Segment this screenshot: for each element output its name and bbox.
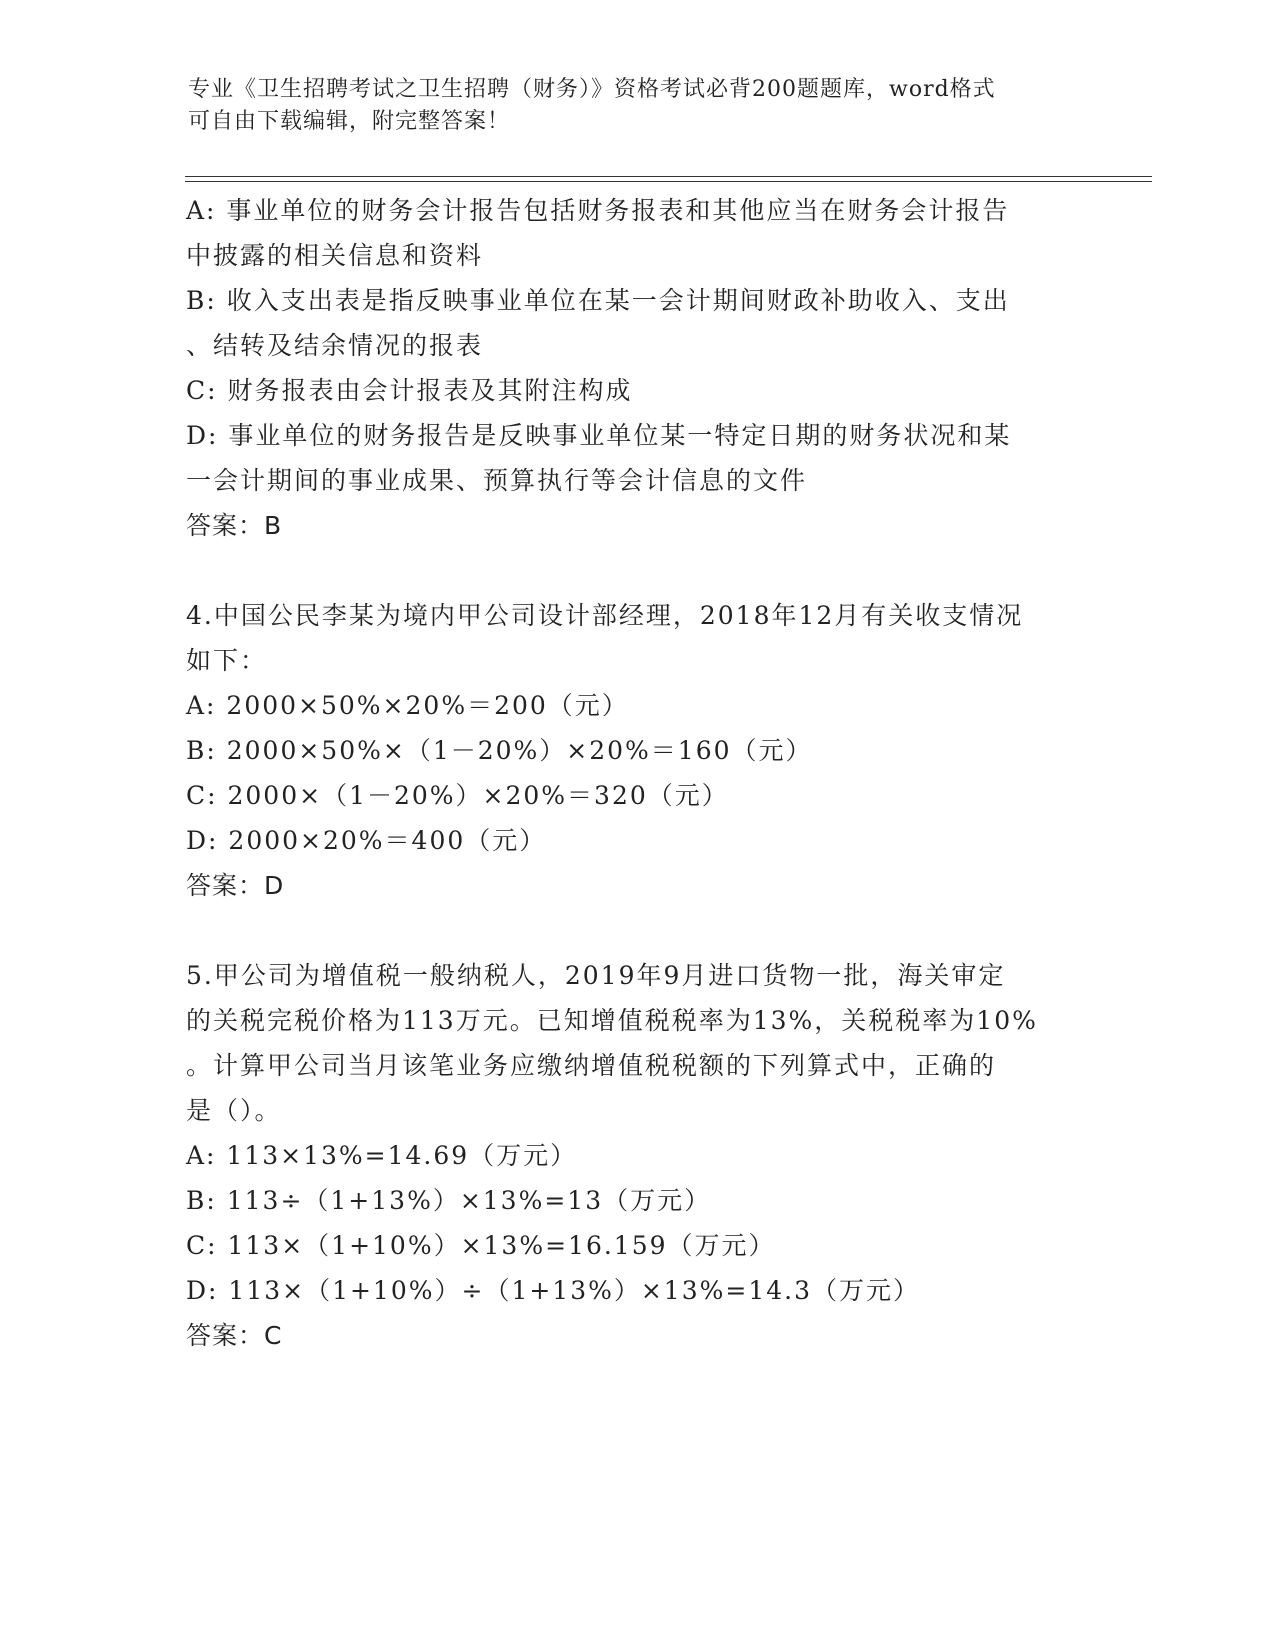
q5-option-a: A: 113×13%=14.69（万元） [186,1141,578,1170]
question-5 [186,953,1086,1358]
q5-answer: 答案：C [186,1321,283,1350]
question-content [186,188,1086,1358]
q5-option-b: B: 113÷（1+13%）×13%=13（万元） [186,1186,712,1215]
q4-option-d: D: 2000×20%＝400（元） [186,826,547,855]
q5-stem-line-4: 是（）。 [186,1096,282,1125]
q5-stem-line-1: 5.甲公司为增值税一般纳税人，2019年9月进口货物一批，海关审定 [186,961,1006,990]
header-line-1: 专业《卫生招聘考试之卫生招聘（财务）》资格考试必背200题题库，word格式 [188,77,996,102]
q4-stem-line-1: 4.中国公民李某为境内甲公司设计部经理，2018年12月有关收支情况 [186,601,1024,630]
q3-option-d-line-2: 一会计期间的事业成果、预算执行等会计信息的文件 [186,466,808,495]
q3-answer: 答案：B [186,511,283,540]
q3-option-b-line-2: 、结转及结余情况的报表 [186,331,484,360]
q3-option-a-line-1: A: 事业单位的财务会计报告包括财务报表和其他应当在财务会计报告 [186,196,1010,225]
document-header [188,74,1088,138]
q4-option-a: A: 2000×50%×20%＝200（元） [186,691,629,720]
q4-option-b: B: 2000×50%×（1－20%）×20%＝160（元） [186,736,813,765]
question-4 [186,593,1086,908]
q4-option-c: C: 2000×（1－20%）×20%＝320（元） [186,781,729,810]
spacer [186,548,1086,593]
q5-option-c: C: 113×（1+10%）×13%=16.159（万元） [186,1231,776,1260]
q5-option-d: D: 113×（1+10%）÷（1+13%）×13%=14.3（万元） [186,1276,920,1305]
q5-stem-line-3: 。计算甲公司当月该笔业务应缴纳增值税税额的下列算式中，正确的 [186,1051,997,1080]
q3-option-c: C: 财务报表由会计报表及其附注构成 [186,376,633,405]
q3-option-a-line-2: 中披露的相关信息和资料 [186,241,484,270]
q4-stem-line-2: 如下： [186,646,268,675]
q3-option-d-line-1: D: 事业单位的财务报告是反映事业单位某一特定日期的财务状况和某 [186,421,1012,450]
q5-stem-line-2: 的关税完税价格为113万元。已知增值税税率为13%，关税税率为10% [186,1006,1038,1035]
q3-option-b-line-1: B: 收入支出表是指反映事业单位在某一会计期间财政补助收入、支出 [186,286,1010,315]
header-line-2: 可自由下载编辑，附完整答案！ [188,109,511,134]
spacer [186,908,1086,953]
question-3 [186,188,1086,548]
header-divider-bottom [185,181,1152,182]
q4-answer: 答案：D [186,871,285,900]
header-divider-top [185,176,1152,177]
